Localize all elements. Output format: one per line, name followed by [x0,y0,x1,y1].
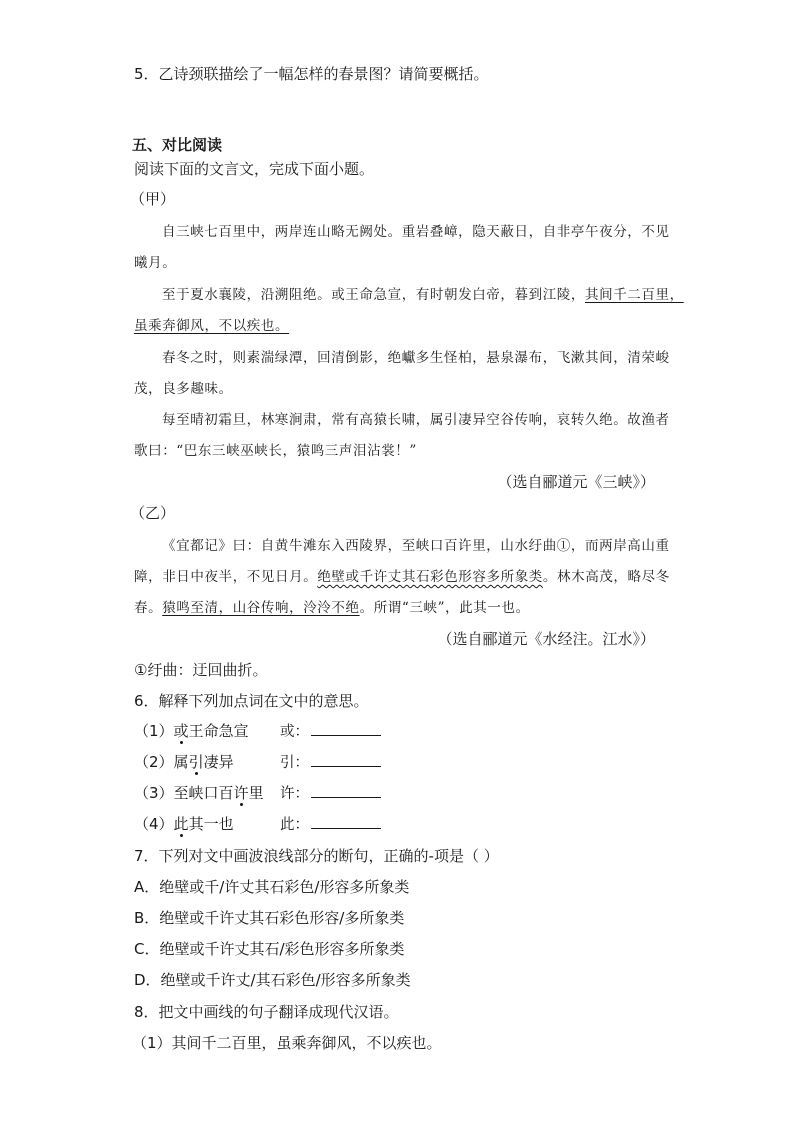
yi-paragraph-line-2 [134,567,670,587]
answer-blank[interactable] [311,721,381,736]
jia-paragraph-1-line-1: 自三峡七百里中，两岸连山略无阙处。重岩叠嶂，隐天蔽日，自非亭午夜分，不见 [162,224,670,240]
jia-paragraph-3-line-1: 春冬之时，则素湍绿潭，回清倒影，绝巘多生怪柏，悬泉瀑布，飞漱其间，清荣峻 [162,350,670,366]
dotted-char: 许 [233,784,249,802]
yi-line3-tail: 。所谓“三峡”，此其一也。 [359,600,530,616]
q6-answer-1: 或： [280,721,381,742]
footnote: ①纡曲：迂回曲折。 [134,661,268,679]
dotted-char: 引 [188,753,204,771]
jia-paragraph-3-line-2: 茂，良多趣味。 [134,381,233,397]
dotted-char: 此 [173,815,189,833]
wavy-underlined-sentence: 绝壁或千许丈其石彩色形容多所象类 [317,569,543,585]
section-title: 五、对比阅读 [132,136,223,154]
dotted-char: 或 [173,722,189,740]
q6-answer-2: 引： [280,752,381,773]
jia-p2-plain: 至于夏水襄陵，沿溯阻绝。或王命急宣，有时朝发白帝，暮到江陵， [162,287,585,303]
answer-blank[interactable] [311,752,381,767]
q7-option-c[interactable]: C．绝壁或千许丈其石/彩色形容多所象类 [134,940,405,958]
answer-blank[interactable] [311,783,381,798]
q7-option-d[interactable]: D．绝壁或千许丈/其石彩色/形容多所象类 [134,971,411,989]
yi-line2-tail: 。林木高茂，略尽冬 [542,569,670,585]
q6-item-4: （4）此其一也 [134,815,234,833]
question-5: 5．乙诗颈联描绘了一幅怎样的春景图？请简要概括。 [134,65,489,83]
passage-yi-label: （乙） [130,504,176,522]
question-7-stem: 7．下列对文中画波浪线部分的断句，正确的-项是（ ） [134,847,499,865]
q6-item-2: （2）属引凄异 [134,753,234,771]
question-6-stem: 6．解释下列加点词在文中的意思。 [134,692,369,710]
yi-paragraph-line-1: 《宜都记》曰：自黄牛滩东入西陵界，至峡口百许里，山水纡曲①，而两岸高山重 [162,538,670,554]
yi-line2-plain: 障，非日中夜半，不见日月。 [134,569,318,585]
jia-paragraph-4-line-2: 歌曰：“巴东三峡巫峡长，猿鸣三声泪沾裳！” [134,443,417,459]
underlined-sentence-part-1: 其间千二百里， [585,287,684,303]
section-instruction: 阅读下面的文言文，完成下面小题。 [134,160,375,178]
yi-line3-start: 春。 [134,600,163,616]
yi-source: （选自郦道元《水经注。江水》） [437,630,655,648]
q6-answer-4: 此： [280,814,381,835]
jia-paragraph-2-line-2 [134,316,289,336]
passage-jia-label: （甲） [130,190,176,208]
yi-paragraph-line-3 [134,598,530,618]
q6-item-1: （1）或王命急宣 [134,722,249,740]
q6-answer-3: 许： [280,783,381,804]
underlined-sentence-part-2: 虽乘奔御风，不以疾也。 [134,318,290,334]
q6-item-3: （3）至峡口百许里 [134,784,264,802]
answer-blank[interactable] [311,814,381,829]
q7-option-b[interactable]: B．绝壁或千许丈其石彩色形容/多所象类 [134,909,405,927]
jia-paragraph-2-line-1 [162,285,684,305]
question-8-stem: 8．把文中画线的句子翻译成现代汉语。 [134,1003,399,1021]
q8-item-1: （1）其间千二百里，虽乘奔御风，不以疾也。 [132,1034,442,1052]
jia-paragraph-4-line-1: 每至晴初霜旦，林寒涧肃，常有高猿长啸，属引凄异空谷传响，哀转久绝。故渔者 [162,412,670,428]
underlined-sentence-yi: 猿鸣至清，山谷传响，泠泠不绝 [162,600,360,616]
jia-paragraph-1-line-2: 曦月。 [134,255,177,271]
jia-source: （选自郦道元《三峡》） [497,473,655,491]
q7-option-a[interactable]: A．绝壁或千/许丈其石彩色/形容多所象类 [134,878,410,896]
